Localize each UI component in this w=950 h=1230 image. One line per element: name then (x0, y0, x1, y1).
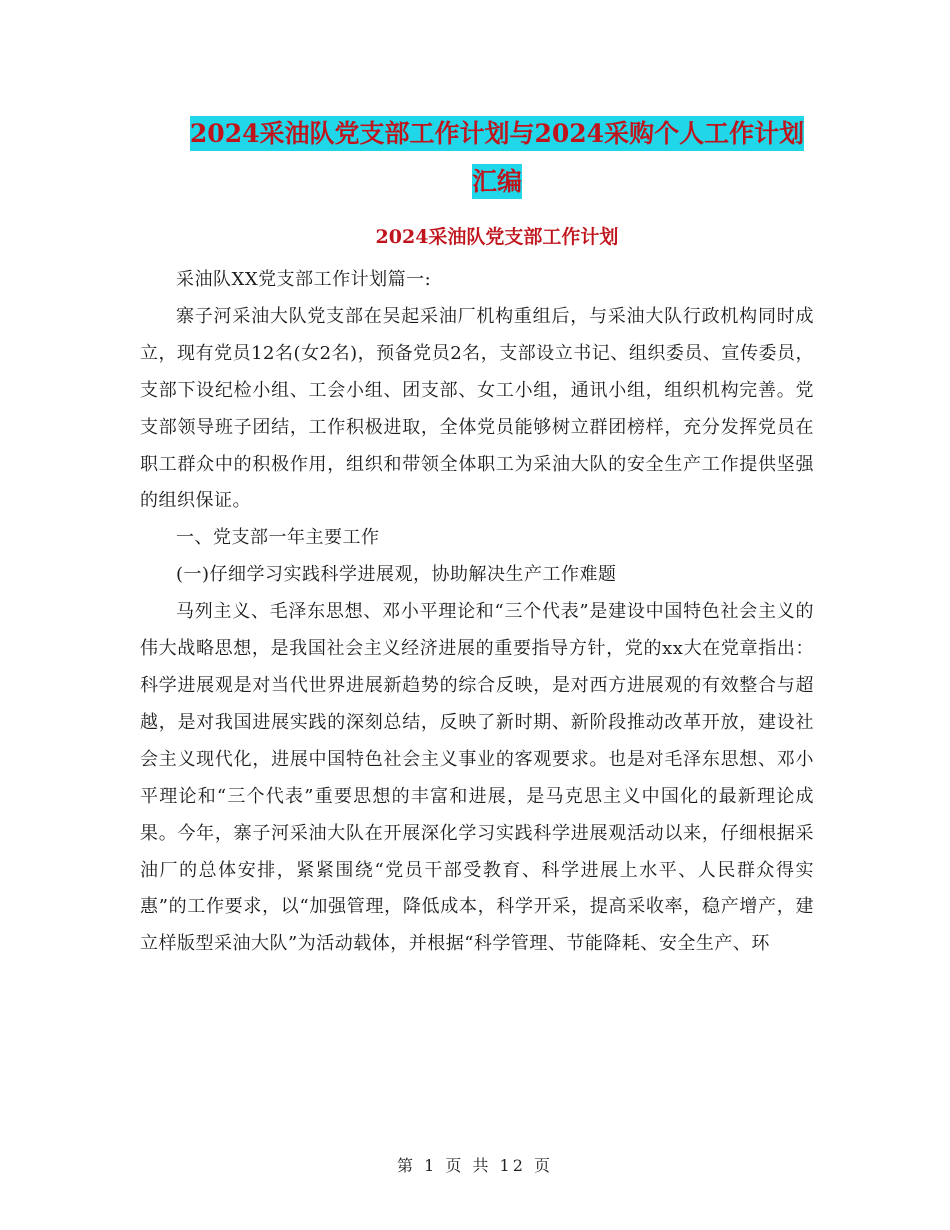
paragraph-theory: 马列主义、毛泽东思想、邓小平理论和“三个代表”是建设中国特色社会主义的伟大战略思想，是我国社会主义经济进展的重要指导方针，党的xx大在党章指出：科学进展观是对当代世界进展新趋势的综合反映，是对西方进展观的有效整合与超越，是对我国进展实践的深刻总结，反映了新时期、新阶段推动改革开放，建设社会主义现代化，进展中国特色社会主义事业的客观要求。也是对毛泽东思想、邓小平理论和“三个代表”重要思想的丰富和进展，是马克思主义中国化的最新理论成果。今年，寨子河采油大队在开展深化学习实践科学进展观活动以来，仔细根据采油厂的总体安排，紧紧围绕“党员干部受教育、科学进展上水平、人民群众得实惠”的工作要求，以“加强管理，降低成本，科学开采，提高采收率，稳产增产，建立样版型采油大队”为活动载体，并根据“科学管理、节能降耗、安全生产、环 (140, 601, 814, 955)
heading-main-work: 一、党支部一年主要工作 (176, 527, 380, 549)
section-title: 2024采油队党支部工作计划 (375, 226, 619, 248)
document-body (140, 262, 814, 963)
document-title (140, 110, 854, 206)
page-footer: 第 1 页 共 12 页 (397, 1156, 553, 1175)
document-title-line1: 2024采油队党支部工作计划与2024采购个人工作计划 (190, 116, 804, 151)
paragraph-overview: 寨子河采油大队党支部在吴起采油厂机构重组后，与采油大队行政机构同时成立，现有党员12名(女2名)，预备党员2名，支部设立书记、组织委员、宣传委员，支部下设纪检小组、工会小组、团支部、女工小组，通讯小组，组织机构完善。党支部领导班子团结，工作积极进取，全体党员能够树立群团榜样，充分发挥党员在职工群众中的积极作用，组织和带领全体职工为采油大队的安全生产工作提供坚强的组织保证。 (140, 305, 814, 512)
subheading-science-development: (一)仔细学习实践科学进展观，协助解决生产工作难题 (176, 564, 617, 586)
paragraph-intro: 采油队XX党支部工作计划篇一: (176, 269, 432, 290)
document-title-line2: 汇编 (472, 164, 522, 199)
